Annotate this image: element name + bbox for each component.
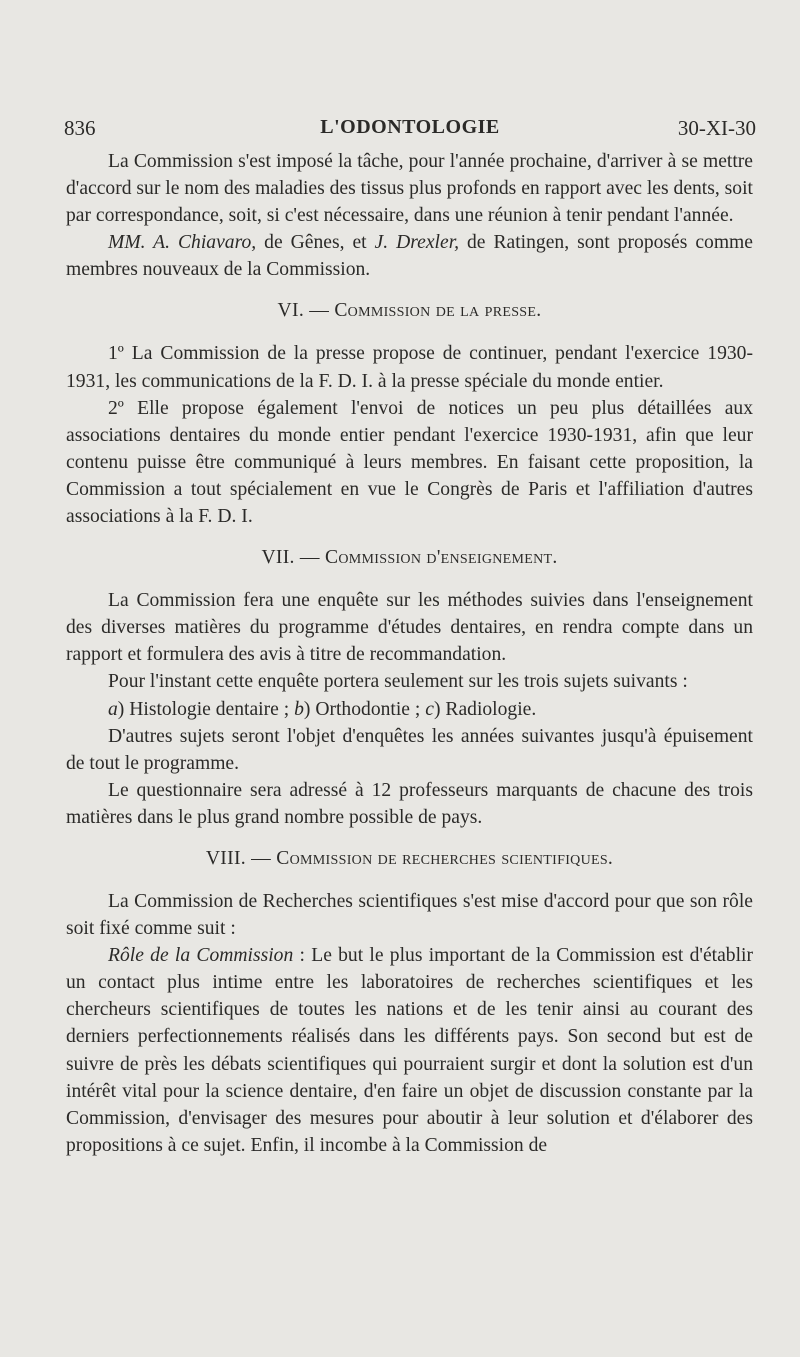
issue-date: 30-XI-30 [677, 116, 756, 140]
section-vi-paragraph-1: 1º La Commission de la presse propose de continuer, pendant l'exercice 1930-1931, les communications de la F. D. I. à la presse spéciale du monde entier. [66, 343, 753, 392]
section-title: Commission de la presse. [334, 300, 542, 322]
section-title: Commission de recherches scientifiques. [276, 847, 614, 869]
page-number: 836 [64, 116, 96, 140]
list-item-a: ) Histologie dentaire ; [117, 698, 295, 720]
page-header [64, 116, 756, 142]
list-marker-b: b [294, 698, 304, 720]
section-heading-viii [66, 845, 753, 872]
intro-paragraph-2 [66, 229, 753, 283]
section-vii-paragraph-1: La Commission fera une enquête sur les méthodes suivies dans l'enseignement des diverses matières du programme d'études dentaires, en rendra compte dans un rapport et formulera des avis à titre de recommandation. [66, 590, 753, 666]
section-vii-paragraph-4: D'autres sujets seront l'objet d'enquêtes les années suivantes jusqu'à épuisement de tout le programme. [66, 725, 753, 774]
text-segment: de Ratingen, sont proposés comme membres nouveaux de la Commission. [66, 232, 753, 281]
journal-title: L'ODONTOLOGIE [320, 116, 500, 138]
section-viii-paragraph-1: La Commission de Recherches scientifiques s'est mise d'accord pour que son rôle soit fixé comme suit : [66, 890, 753, 940]
section-vii-paragraph-3 [66, 696, 753, 723]
list-marker-c: c [425, 698, 434, 720]
section-numeral: VI. — [277, 300, 335, 322]
text-segment: : Le but le plus important de la Commission est d'établir un contact plus intime entre les laboratoires de recherches scientifiques et les chercheurs scientifiques de toutes les nations et de les tenir ainsi au courant des derniers perfectionnements réalisés dans les différents pays. Son second but est de suivre de près les débats scientifiques qui pourraient surgir et dont la solution est d'un intérêt vital pour la science dentaire, d'en faire un objet de discussion constante par la Commission, d'envisager des mesures pour aboutir à leur solution et d'élaborer des propositions à ce sujet. Enfin, il incombe à la Commission de [66, 945, 753, 1156]
section-heading-vi [66, 297, 753, 324]
italic-heading: Rôle de la Commission [108, 945, 294, 967]
section-vi-paragraph-2: 2º Elle propose également l'envoi de notices un peu plus détaillées aux associations dentaires du monde entier pendant l'exercice 1930-1931, afin que leur contenu puisse être communiqué à leurs membres. En faisant cette proposition, la Commission a tout spécialement en vue le Congrès de Paris et l'affiliation d'autres associations à la F. D. I. [66, 397, 753, 528]
section-title: Commission d'enseignement. [325, 547, 558, 569]
italic-names-2: J. Drexler, [374, 232, 460, 254]
body-text [66, 148, 753, 1159]
section-heading-vii [66, 544, 753, 571]
section-numeral: VIII. — [205, 847, 277, 869]
italic-names-1: MM. A. Chiavaro, [108, 232, 257, 254]
list-marker-a: a [108, 698, 118, 720]
list-item-b: ) Orthodontie ; [303, 698, 426, 720]
list-item-c: ) Radiologie. [433, 698, 537, 720]
section-vii-paragraph-5: Le questionnaire sera adressé à 12 professeurs marquants de chacune des trois matières dans le plus grand nombre possible de pays. [66, 779, 753, 828]
text-segment: de Gênes, et [256, 232, 375, 254]
intro-paragraph-1: La Commission s'est imposé la tâche, pour l'année prochaine, d'arriver à se mettre d'accord sur le nom des maladies des tissus plus profonds en rapport avec les dents, soit par correspondance, soit, si c'est nécessaire, dans une réunion à tenir pendant l'année. [66, 151, 753, 227]
section-vii-paragraph-2: Pour l'instant cette enquête portera seulement sur les trois sujets suivants : [108, 671, 688, 693]
section-numeral: VII. — [261, 547, 326, 569]
section-viii-paragraph-2 [66, 942, 753, 1159]
